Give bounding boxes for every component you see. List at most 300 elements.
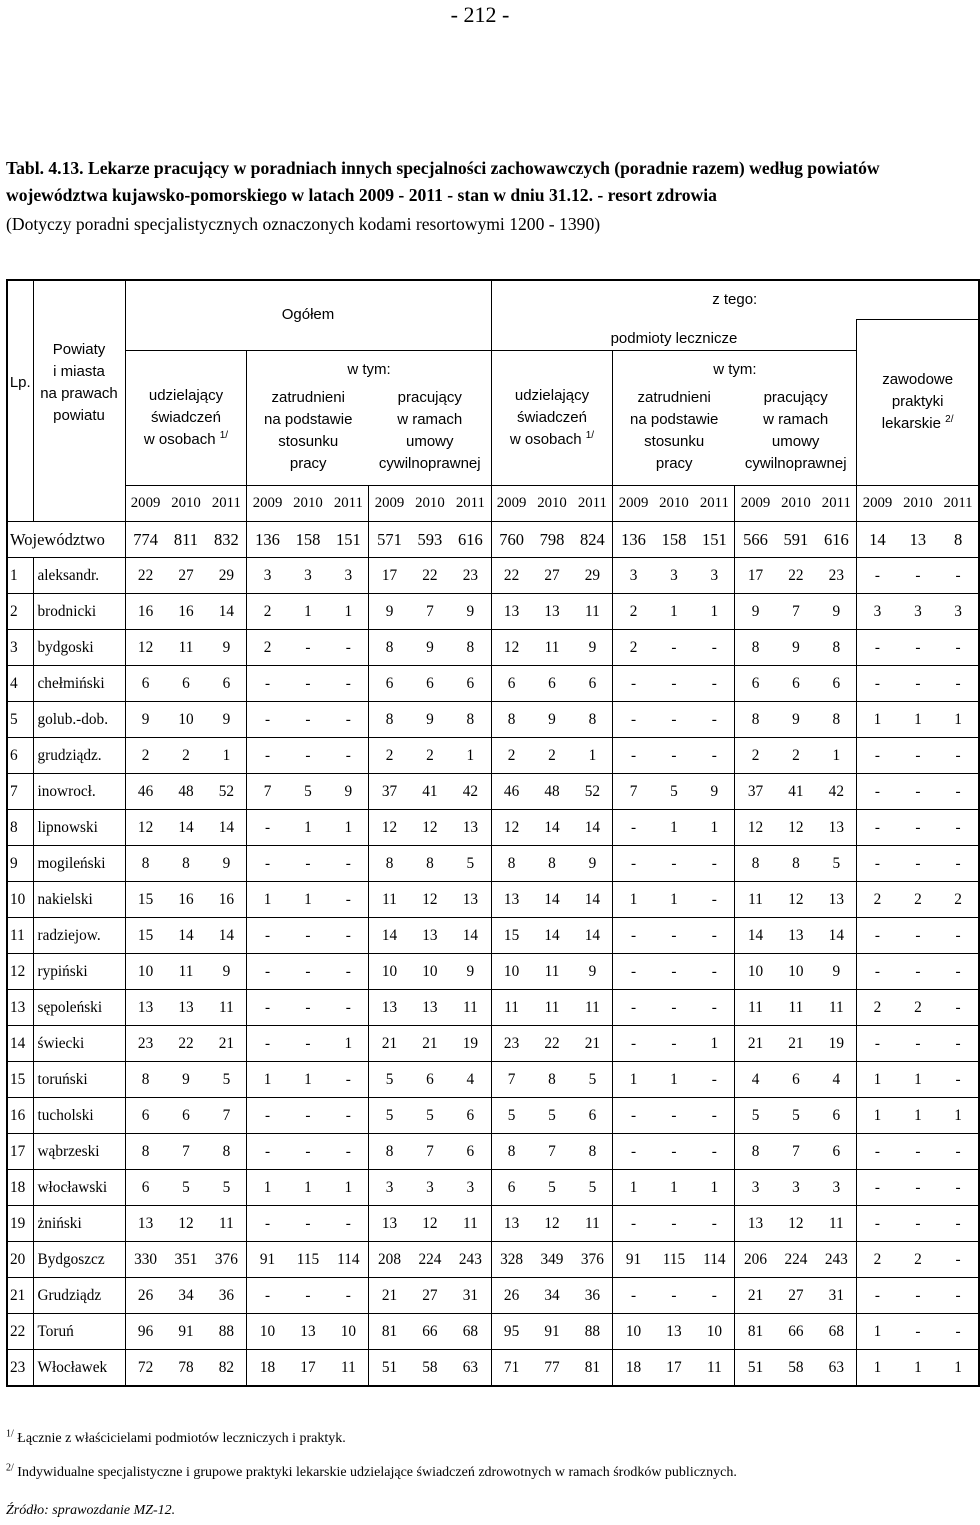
table-row	[7, 954, 979, 990]
row-value: 1	[694, 1170, 735, 1206]
row-value: 95	[491, 1314, 532, 1350]
row-value: 11	[450, 1206, 491, 1242]
row-value: 328	[491, 1242, 532, 1278]
row-value: -	[288, 1098, 329, 1134]
row-value: -	[288, 918, 329, 954]
wojewodztwo-value: 616	[816, 522, 857, 558]
row-value: -	[694, 666, 735, 702]
row-value: 12	[369, 810, 410, 846]
row-value: 9	[369, 594, 410, 630]
year-header-cell: 2009	[125, 485, 166, 522]
row-value: 13	[125, 990, 166, 1026]
row-lp: 14	[7, 1026, 33, 1062]
wojewodztwo-value: 824	[572, 522, 613, 558]
row-value: -	[613, 1134, 654, 1170]
row-value: -	[247, 846, 288, 882]
row-value: -	[898, 1026, 939, 1062]
row-lp: 11	[7, 918, 33, 954]
row-value: 1	[694, 1026, 735, 1062]
row-value: 1	[857, 1062, 898, 1098]
row-value: 14	[206, 594, 247, 630]
row-value: 16	[166, 594, 207, 630]
row-value: 11	[206, 1206, 247, 1242]
row-value: 9	[410, 702, 451, 738]
row-value: -	[654, 630, 695, 666]
row-value: 78	[166, 1350, 207, 1387]
row-value: 11	[572, 990, 613, 1026]
row-value: 14	[532, 810, 573, 846]
row-value: -	[247, 810, 288, 846]
row-value: 21	[572, 1026, 613, 1062]
table-row	[7, 1350, 979, 1387]
row-value: 6	[166, 1098, 207, 1134]
row-value: 36	[572, 1278, 613, 1314]
row-value: 11	[491, 990, 532, 1026]
row-lp: 21	[7, 1278, 33, 1314]
year-header-cell: 2009	[735, 485, 776, 522]
row-value: 114	[328, 1242, 369, 1278]
year-header-cell: 2011	[450, 485, 491, 522]
row-value: 243	[816, 1242, 857, 1278]
row-value: 12	[491, 630, 532, 666]
wojewodztwo-value: 591	[776, 522, 817, 558]
row-value: 9	[328, 774, 369, 810]
row-value: 21	[206, 1026, 247, 1062]
row-value: -	[328, 1134, 369, 1170]
row-value: -	[694, 1098, 735, 1134]
row-value: 6	[816, 666, 857, 702]
row-value: -	[938, 774, 979, 810]
row-name: rypiński	[33, 954, 125, 990]
row-value: 2	[938, 882, 979, 918]
row-value: 34	[166, 1278, 207, 1314]
row-value: 4	[450, 1062, 491, 1098]
row-name: grudziądz.	[33, 738, 125, 774]
table-row	[7, 738, 979, 774]
row-value: 7	[776, 594, 817, 630]
row-value: 1	[898, 1350, 939, 1387]
row-lp: 7	[7, 774, 33, 810]
row-value: -	[857, 1206, 898, 1242]
row-value: 7	[532, 1134, 573, 1170]
row-value: -	[613, 918, 654, 954]
row-value: -	[288, 738, 329, 774]
row-lp: 17	[7, 1134, 33, 1170]
row-value: 13	[654, 1314, 695, 1350]
row-name: toruński	[33, 1062, 125, 1098]
row-value: 115	[654, 1242, 695, 1278]
row-value: -	[654, 1098, 695, 1134]
header-ogolem-udzielajacy: udzielający świadczeń w osobach $^{1/}$	[125, 350, 247, 485]
wojewodztwo-value: 14	[857, 522, 898, 558]
row-value: 8	[735, 1134, 776, 1170]
row-value: 3	[898, 594, 939, 630]
row-value: -	[857, 1134, 898, 1170]
row-value: 8	[776, 846, 817, 882]
row-value: 23	[450, 558, 491, 594]
row-value: 6	[776, 1062, 817, 1098]
wojewodztwo-value: 760	[491, 522, 532, 558]
table-row	[7, 846, 979, 882]
row-value: 68	[816, 1314, 857, 1350]
row-lp: 8	[7, 810, 33, 846]
row-value: 9	[816, 954, 857, 990]
table-row	[7, 1062, 979, 1098]
row-value: -	[857, 810, 898, 846]
header-ogolem-w-tym: w tym: zatrudnieni na podstawie stosunku pracy pracujący w ramach umowy cywilnoprawnej	[247, 350, 491, 485]
row-value: 11	[776, 990, 817, 1026]
row-value: 15	[491, 918, 532, 954]
row-value: 1	[938, 1350, 979, 1387]
row-value: 1	[613, 1062, 654, 1098]
row-value: 8	[491, 1134, 532, 1170]
row-value: -	[613, 990, 654, 1026]
table-row	[7, 990, 979, 1026]
row-lp: 23	[7, 1350, 33, 1387]
row-value: 1	[938, 702, 979, 738]
row-value: 7	[776, 1134, 817, 1170]
row-value: 6	[735, 666, 776, 702]
row-value: 2	[613, 630, 654, 666]
row-value: 82	[206, 1350, 247, 1387]
wojewodztwo-value: 158	[654, 522, 695, 558]
row-value: 11	[816, 1206, 857, 1242]
table-title: Tabl. 4.13. Lekarze pracujący w poradniach innych specjalności zachowawczych (poradnie razem) według powiatów województwa kujawsko-pomorskiego w latach 2009 - 2011 - stan w dniu 31.12. - resort zdrowia	[6, 158, 880, 205]
row-value: 16	[206, 882, 247, 918]
row-value: 13	[491, 1206, 532, 1242]
row-value: -	[613, 738, 654, 774]
row-value: 13	[450, 810, 491, 846]
row-name: sępoleński	[33, 990, 125, 1026]
row-value: 27	[410, 1278, 451, 1314]
row-value: 11	[532, 954, 573, 990]
row-value: 5	[532, 1098, 573, 1134]
row-value: 6	[572, 666, 613, 702]
row-value: -	[613, 1026, 654, 1062]
row-value: 5	[532, 1170, 573, 1206]
row-value: 14	[166, 810, 207, 846]
wojewodztwo-value: 616	[450, 522, 491, 558]
wojewodztwo-value: 13	[898, 522, 939, 558]
row-value: 11	[694, 1350, 735, 1387]
row-value: 11	[532, 630, 573, 666]
row-value: 6	[776, 666, 817, 702]
row-value: -	[288, 1206, 329, 1242]
row-value: 4	[816, 1062, 857, 1098]
row-value: 6	[410, 1062, 451, 1098]
row-value: 2	[125, 738, 166, 774]
row-lp: 5	[7, 702, 33, 738]
year-header-cell: 2009	[857, 485, 898, 522]
row-value: -	[654, 918, 695, 954]
row-value: 37	[735, 774, 776, 810]
row-lp: 10	[7, 882, 33, 918]
row-value: -	[938, 558, 979, 594]
row-value: 13	[166, 990, 207, 1026]
row-value: 5	[369, 1062, 410, 1098]
row-value: 91	[247, 1242, 288, 1278]
row-value: 3	[776, 1170, 817, 1206]
row-value: 52	[572, 774, 613, 810]
row-value: 2	[166, 738, 207, 774]
row-value: 13	[410, 990, 451, 1026]
row-value: 18	[247, 1350, 288, 1387]
row-value: -	[328, 666, 369, 702]
row-value: 46	[125, 774, 166, 810]
row-value: 66	[410, 1314, 451, 1350]
row-value: 14	[572, 810, 613, 846]
row-value: -	[654, 990, 695, 1026]
row-value: -	[694, 630, 735, 666]
row-value: 5	[206, 1170, 247, 1206]
row-value: 42	[816, 774, 857, 810]
row-value: -	[328, 738, 369, 774]
row-value: 8	[450, 702, 491, 738]
row-value: 10	[694, 1314, 735, 1350]
row-value: 11	[369, 882, 410, 918]
row-value: -	[898, 918, 939, 954]
year-header-cell: 2009	[613, 485, 654, 522]
row-value: 349	[532, 1242, 573, 1278]
row-value: 9	[450, 954, 491, 990]
row-value: -	[247, 918, 288, 954]
row-value: 91	[532, 1314, 573, 1350]
row-value: -	[694, 882, 735, 918]
row-value: -	[328, 990, 369, 1026]
row-value: 22	[776, 558, 817, 594]
row-value: 224	[410, 1242, 451, 1278]
row-value: -	[898, 1134, 939, 1170]
row-value: 18	[613, 1350, 654, 1387]
row-value: 12	[166, 1206, 207, 1242]
row-value: -	[694, 738, 735, 774]
row-value: 12	[125, 810, 166, 846]
wojewodztwo-value: 136	[247, 522, 288, 558]
row-value: -	[694, 1206, 735, 1242]
row-value: 224	[776, 1242, 817, 1278]
row-value: 3	[369, 1170, 410, 1206]
row-value: 13	[491, 882, 532, 918]
row-value: 1	[288, 1170, 329, 1206]
row-value: -	[328, 882, 369, 918]
row-value: 6	[125, 1170, 166, 1206]
row-value: -	[857, 1278, 898, 1314]
row-lp: 13	[7, 990, 33, 1026]
row-value: 2	[410, 738, 451, 774]
row-value: 22	[491, 558, 532, 594]
header-podmioty-udzielajacy: udzielający świadczeń w osobach $^{1/}$	[491, 350, 613, 485]
row-value: -	[247, 990, 288, 1026]
row-value: 6	[206, 666, 247, 702]
row-value: 10	[125, 954, 166, 990]
row-value: 9	[206, 954, 247, 990]
row-value: 11	[532, 990, 573, 1026]
row-value: -	[247, 1026, 288, 1062]
row-value: -	[898, 738, 939, 774]
row-value: -	[938, 1206, 979, 1242]
footnote-1: $^{1/}$ Łącznie z właścicielami podmiotów leczniczych i praktyk.	[6, 1428, 346, 1446]
row-value: -	[654, 1134, 695, 1170]
row-value: 6	[410, 666, 451, 702]
table-row	[7, 594, 979, 630]
row-value: -	[938, 990, 979, 1026]
row-value: 14	[572, 918, 613, 954]
row-value: 5	[206, 1062, 247, 1098]
row-value: 3	[328, 558, 369, 594]
row-value: 9	[572, 954, 613, 990]
row-value: 51	[735, 1350, 776, 1387]
row-value: -	[857, 846, 898, 882]
row-value: -	[694, 1134, 735, 1170]
data-table	[6, 279, 980, 1387]
row-value: -	[938, 1278, 979, 1314]
row-value: -	[938, 1170, 979, 1206]
row-value: 8	[532, 1062, 573, 1098]
row-value: 10	[247, 1314, 288, 1350]
row-value: 3	[613, 558, 654, 594]
row-value: 5	[572, 1170, 613, 1206]
row-value: 14	[572, 882, 613, 918]
row-value: 21	[735, 1026, 776, 1062]
row-name: chełmiński	[33, 666, 125, 702]
row-value: -	[938, 630, 979, 666]
wojewodztwo-row	[7, 522, 979, 558]
year-header-cell: 2010	[898, 485, 939, 522]
row-value: -	[654, 846, 695, 882]
row-value: 6	[125, 1098, 166, 1134]
row-value: -	[288, 702, 329, 738]
row-value: -	[898, 1170, 939, 1206]
row-value: 5	[816, 846, 857, 882]
row-value: -	[694, 846, 735, 882]
row-value: 8	[125, 1062, 166, 1098]
row-value: 9	[694, 774, 735, 810]
row-value: 10	[328, 1314, 369, 1350]
row-name: golub.-dob.	[33, 702, 125, 738]
row-name: Bydgoszcz	[33, 1242, 125, 1278]
row-value: 9	[450, 594, 491, 630]
row-value: -	[613, 954, 654, 990]
row-value: 21	[735, 1278, 776, 1314]
row-value: 1	[572, 738, 613, 774]
row-value: 1	[613, 882, 654, 918]
year-header-cell: 2010	[166, 485, 207, 522]
row-value: 1	[613, 1170, 654, 1206]
row-value: 1	[654, 810, 695, 846]
row-value: 1	[654, 1170, 695, 1206]
row-value: 63	[816, 1350, 857, 1387]
row-value: 12	[491, 810, 532, 846]
row-lp: 4	[7, 666, 33, 702]
row-value: 7	[613, 774, 654, 810]
row-lp: 1	[7, 558, 33, 594]
row-lp: 22	[7, 1314, 33, 1350]
row-value: 12	[410, 810, 451, 846]
row-value: 208	[369, 1242, 410, 1278]
row-name: Włocławek	[33, 1350, 125, 1387]
row-name: lipnowski	[33, 810, 125, 846]
row-value: -	[938, 846, 979, 882]
table-row	[7, 1134, 979, 1170]
row-lp: 15	[7, 1062, 33, 1098]
table-row	[7, 918, 979, 954]
row-value: 81	[735, 1314, 776, 1350]
row-value: 1	[288, 594, 329, 630]
row-value: 22	[410, 558, 451, 594]
row-value: 3	[816, 1170, 857, 1206]
row-value: -	[328, 1062, 369, 1098]
row-value: 26	[491, 1278, 532, 1314]
row-value: 11	[450, 990, 491, 1026]
row-value: 114	[694, 1242, 735, 1278]
row-value: 58	[776, 1350, 817, 1387]
row-value: 2	[898, 1242, 939, 1278]
row-name: żniński	[33, 1206, 125, 1242]
row-value: 31	[816, 1278, 857, 1314]
row-value: -	[328, 630, 369, 666]
row-value: -	[247, 1098, 288, 1134]
row-value: 7	[491, 1062, 532, 1098]
row-value: 52	[206, 774, 247, 810]
wojewodztwo-value: 8	[938, 522, 979, 558]
row-value: 21	[776, 1026, 817, 1062]
row-value: 6	[532, 666, 573, 702]
row-value: 10	[735, 954, 776, 990]
row-value: 2	[491, 738, 532, 774]
row-value: -	[694, 954, 735, 990]
row-value: -	[694, 1278, 735, 1314]
row-value: 14	[166, 918, 207, 954]
table-row	[7, 1098, 979, 1134]
row-value: -	[938, 1134, 979, 1170]
row-value: 8	[572, 702, 613, 738]
table-row	[7, 1242, 979, 1278]
row-value: -	[247, 738, 288, 774]
row-value: 2	[247, 594, 288, 630]
row-value: 8	[369, 702, 410, 738]
source-note: Źródło: sprawozdanie MZ-12.	[6, 1503, 176, 1518]
row-value: 9	[166, 1062, 207, 1098]
row-value: -	[857, 1170, 898, 1206]
table-row	[7, 774, 979, 810]
year-header-cell: 2011	[206, 485, 247, 522]
wojewodztwo-value: 566	[735, 522, 776, 558]
row-value: 11	[735, 990, 776, 1026]
table-row	[7, 702, 979, 738]
row-value: 29	[572, 558, 613, 594]
row-value: 1	[857, 702, 898, 738]
row-value: -	[857, 954, 898, 990]
row-name: mogileński	[33, 846, 125, 882]
row-value: -	[288, 1134, 329, 1170]
row-value: 12	[776, 882, 817, 918]
header-zawodowe: zawodowe praktyki lekarskie $^{2/}$	[857, 320, 979, 486]
row-value: -	[654, 1026, 695, 1062]
row-lp: 12	[7, 954, 33, 990]
row-value: 11	[206, 990, 247, 1026]
row-value: 8	[166, 846, 207, 882]
row-value: 27	[166, 558, 207, 594]
row-value: 13	[816, 882, 857, 918]
row-value: 14	[369, 918, 410, 954]
header-powiaty: Powiaty i miasta na prawach powiatu	[33, 280, 125, 485]
row-value: 21	[369, 1278, 410, 1314]
row-value: -	[288, 1026, 329, 1062]
row-value: 2	[613, 594, 654, 630]
row-value: 1	[816, 738, 857, 774]
row-value: 3	[410, 1170, 451, 1206]
row-value: 13	[288, 1314, 329, 1350]
